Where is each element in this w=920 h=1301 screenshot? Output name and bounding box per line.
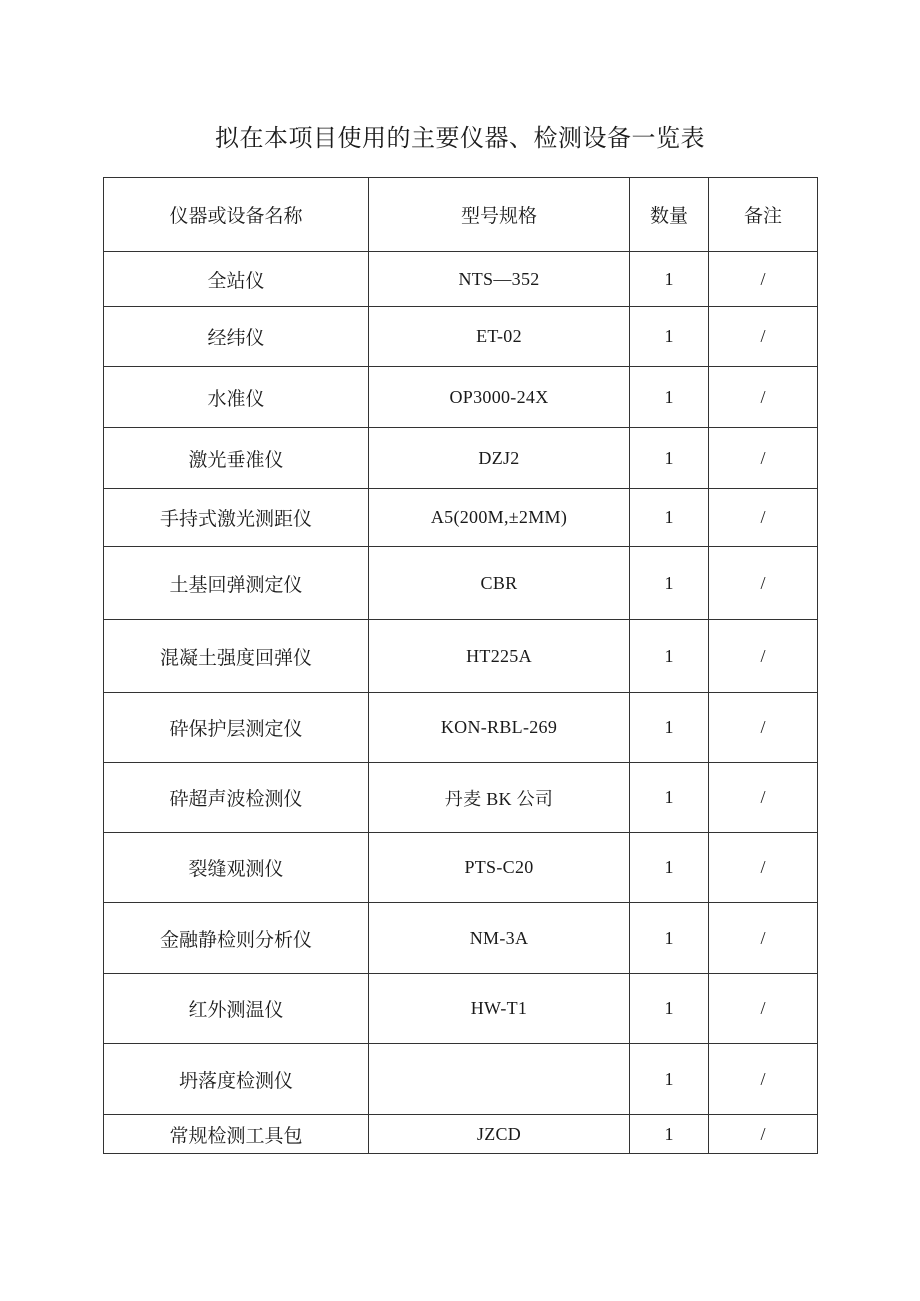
cell-note: / bbox=[709, 974, 818, 1044]
table-row bbox=[104, 428, 818, 489]
header-note: 备注 bbox=[709, 178, 818, 252]
cell-model: NM-3A bbox=[369, 903, 630, 974]
cell-name: 砕超声波检测仪 bbox=[104, 763, 369, 833]
table-row bbox=[104, 367, 818, 428]
cell-name: 全站仪 bbox=[104, 252, 369, 307]
cell-model bbox=[369, 1044, 630, 1115]
cell-name: 激光垂准仪 bbox=[104, 428, 369, 489]
header-name: 仪器或设备名称 bbox=[104, 178, 369, 252]
cell-name: 坍落度检测仪 bbox=[104, 1044, 369, 1115]
table-row bbox=[104, 763, 818, 833]
cell-qty: 1 bbox=[630, 620, 709, 693]
table-row bbox=[104, 489, 818, 547]
table-row bbox=[104, 1115, 818, 1154]
cell-qty: 1 bbox=[630, 489, 709, 547]
cell-qty: 1 bbox=[630, 693, 709, 763]
cell-note: / bbox=[709, 367, 818, 428]
cell-model: DZJ2 bbox=[369, 428, 630, 489]
cell-name: 混凝土强度回弹仪 bbox=[104, 620, 369, 693]
cell-qty: 1 bbox=[630, 1044, 709, 1115]
cell-name: 金融静检则分析仪 bbox=[104, 903, 369, 974]
cell-qty: 1 bbox=[630, 367, 709, 428]
cell-note: / bbox=[709, 547, 818, 620]
table-row bbox=[104, 693, 818, 763]
cell-qty: 1 bbox=[630, 833, 709, 903]
cell-note: / bbox=[709, 307, 818, 367]
cell-model: HW-T1 bbox=[369, 974, 630, 1044]
cell-model: A5(200M,±2MM) bbox=[369, 489, 630, 547]
cell-model: NTS—352 bbox=[369, 252, 630, 307]
cell-name: 经纬仪 bbox=[104, 307, 369, 367]
cell-model: PTS-C20 bbox=[369, 833, 630, 903]
cell-model: HT225A bbox=[369, 620, 630, 693]
cell-model: OP3000-24X bbox=[369, 367, 630, 428]
table-row bbox=[104, 252, 818, 307]
cell-name: 裂缝观测仪 bbox=[104, 833, 369, 903]
cell-qty: 1 bbox=[630, 252, 709, 307]
cell-name: 常规检测工具包 bbox=[104, 1115, 369, 1154]
table-row bbox=[104, 547, 818, 620]
cell-model: JZCD bbox=[369, 1115, 630, 1154]
cell-note: / bbox=[709, 252, 818, 307]
cell-name: 手持式激光测距仪 bbox=[104, 489, 369, 547]
cell-qty: 1 bbox=[630, 763, 709, 833]
cell-name: 水准仪 bbox=[104, 367, 369, 428]
table-row bbox=[104, 1044, 818, 1115]
table-row bbox=[104, 833, 818, 903]
cell-note: / bbox=[709, 763, 818, 833]
cell-note: / bbox=[709, 693, 818, 763]
cell-note: / bbox=[709, 1044, 818, 1115]
header-model: 型号规格 bbox=[369, 178, 630, 252]
table-row bbox=[104, 307, 818, 367]
cell-model: KON-RBL-269 bbox=[369, 693, 630, 763]
cell-note: / bbox=[709, 1115, 818, 1154]
cell-note: / bbox=[709, 903, 818, 974]
cell-model: ET-02 bbox=[369, 307, 630, 367]
cell-name: 土基回弹测定仪 bbox=[104, 547, 369, 620]
table-row bbox=[104, 974, 818, 1044]
table-row bbox=[104, 620, 818, 693]
cell-note: / bbox=[709, 833, 818, 903]
cell-qty: 1 bbox=[630, 307, 709, 367]
table-header-row bbox=[104, 178, 818, 252]
cell-note: / bbox=[709, 428, 818, 489]
cell-name: 红外测温仪 bbox=[104, 974, 369, 1044]
cell-note: / bbox=[709, 620, 818, 693]
cell-note: / bbox=[709, 489, 818, 547]
cell-qty: 1 bbox=[630, 1115, 709, 1154]
cell-qty: 1 bbox=[630, 974, 709, 1044]
equipment-table bbox=[103, 177, 818, 1154]
cell-qty: 1 bbox=[630, 903, 709, 974]
page-title: 拟在本项目使用的主要仪器、检测设备一览表 bbox=[215, 124, 705, 152]
cell-model: CBR bbox=[369, 547, 630, 620]
cell-model: 丹麦 BK 公司 bbox=[369, 763, 630, 833]
header-qty: 数量 bbox=[630, 178, 709, 252]
cell-qty: 1 bbox=[630, 547, 709, 620]
table-row bbox=[104, 903, 818, 974]
cell-name: 砕保护层测定仪 bbox=[104, 693, 369, 763]
cell-qty: 1 bbox=[630, 428, 709, 489]
